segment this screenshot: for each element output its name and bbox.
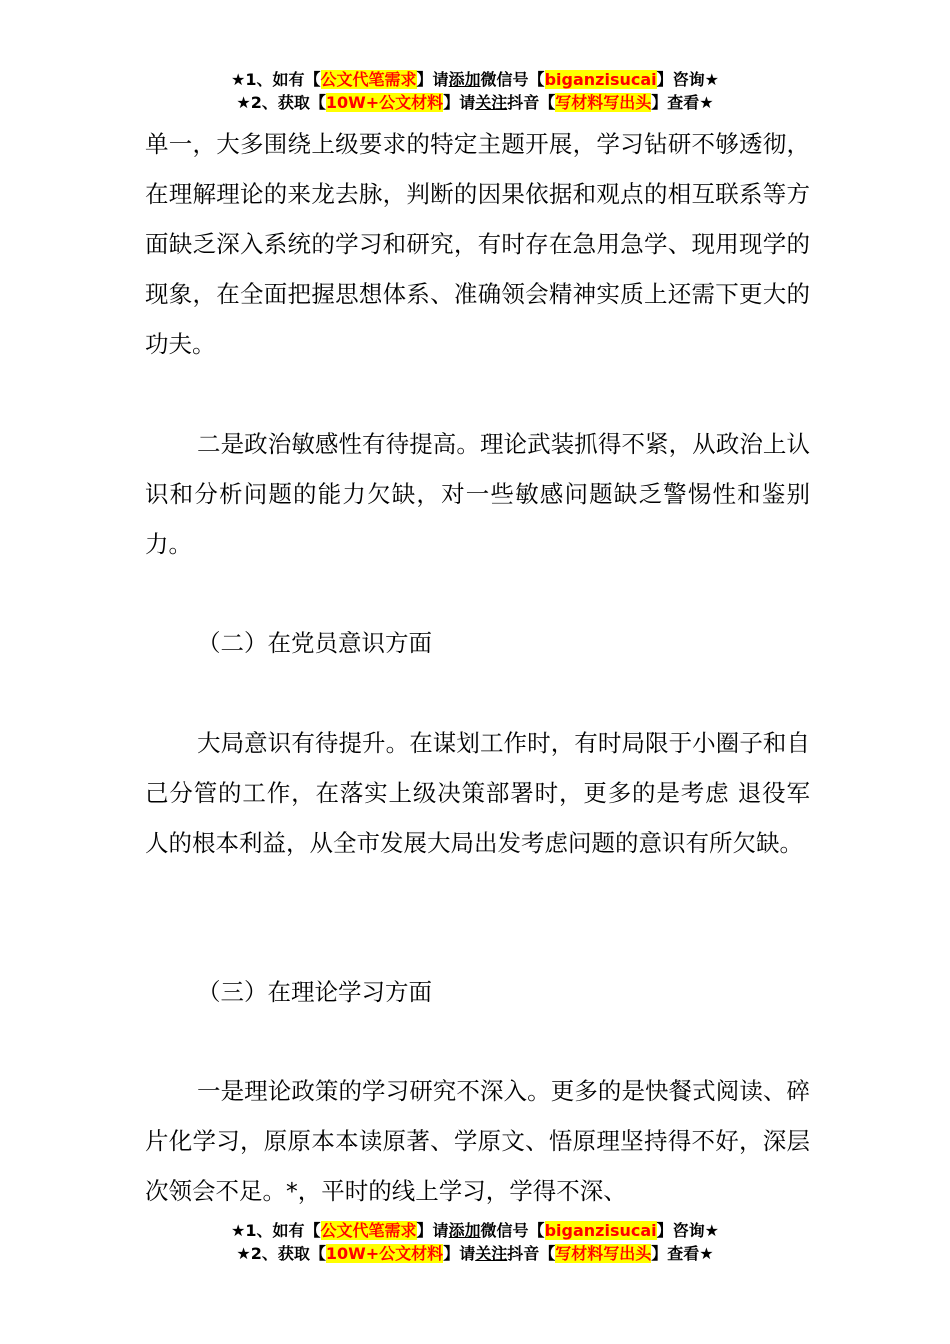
body-paragraph — [145, 718, 810, 868]
highlight-materials: 10W+公文材料 — [325, 1244, 444, 1263]
body-paragraph — [145, 119, 810, 369]
highlight-service: 公文代笔需求 — [320, 1221, 417, 1240]
banner-text: 】请 — [443, 1244, 476, 1263]
text-line: 透彻，在理解理论的来龙去脉，判断的因果依据和观点的 — [145, 130, 811, 208]
text-line: 会精神实质上还需下更大的功夫。 — [145, 280, 811, 358]
banner-text: 微信号【 — [480, 70, 545, 89]
highlight-wechat-id: biganzisucai — [544, 1221, 657, 1240]
banner-text: 抖音【 — [507, 1244, 556, 1263]
banner-underlined-text: 关注 — [475, 1244, 508, 1263]
paragraph-continuation — [145, 119, 810, 369]
banner-line-2 — [0, 1242, 950, 1265]
text-line: 的意识有所欠缺。 — [615, 829, 803, 857]
banner-line-1 — [0, 68, 950, 91]
body-paragraph — [145, 419, 810, 569]
paragraph-overall-awareness — [145, 718, 810, 868]
text-line: 二是政治敏感性有待提高。理论武装抓得不紧，从政 — [197, 430, 740, 458]
banner-line-1 — [0, 1219, 950, 1242]
header-banner — [0, 68, 950, 114]
banner-text: 】请 — [416, 70, 449, 89]
body-paragraph — [145, 1066, 810, 1216]
paragraph-theory-study — [145, 1066, 810, 1216]
banner-text: 】请 — [416, 1221, 449, 1240]
banner-underlined-text: 添加 — [448, 1221, 481, 1240]
banner-underlined-text: 关注 — [475, 93, 508, 112]
highlight-wechat-id: biganzisucai — [544, 70, 657, 89]
banner-text: ★2、获取【 — [236, 93, 326, 112]
text-line: 考虑 退役军人的根本利益，从全市发展大局出发考虑问题 — [145, 779, 810, 857]
banner-text: 】咨询★ — [656, 70, 719, 89]
text-line: 用急学、现用现学的现象，在全面把握思想体系、准确领 — [145, 230, 811, 308]
section-heading: （三）在理论学习方面 — [197, 978, 432, 1006]
banner-text: ★1、如有【 — [231, 1221, 321, 1240]
banner-text: 】查看★ — [651, 1244, 714, 1263]
text-line: 单一，大多围绕上级要求的特定主题开展，学习钻研不够 — [145, 130, 739, 158]
banner-text: ★1、如有【 — [231, 70, 321, 89]
highlight-materials: 10W+公文材料 — [325, 93, 444, 112]
banner-text: 】咨询★ — [656, 1221, 719, 1240]
banner-underlined-text: 添加 — [448, 70, 481, 89]
banner-text: 抖音【 — [507, 93, 556, 112]
banner-text: 微信号【 — [480, 1221, 545, 1240]
section-heading: （二）在党员意识方面 — [197, 629, 432, 657]
section-heading-2 — [145, 618, 810, 668]
text-line: 相互联系等方面缺乏深入系统的学习和研究，有时存在急 — [145, 180, 810, 258]
highlight-douyin-account: 写材料写出头 — [555, 1244, 652, 1263]
text-line: 一是理论政策的学习研究不深入。更多的是快餐式阅 — [197, 1077, 740, 1105]
banner-text: 】查看★ — [651, 93, 714, 112]
text-line: 治上认识和分析问题的能力欠缺，对一些敏感问题缺乏警 — [145, 430, 811, 508]
highlight-douyin-account: 写材料写出头 — [555, 93, 652, 112]
section-heading-3 — [145, 967, 810, 1017]
paragraph-political-sensitivity — [145, 419, 810, 569]
banner-text: ★2、获取【 — [236, 1244, 326, 1263]
footer-banner — [0, 1219, 950, 1265]
text-line: 子和自己分管的工作，在落实上级决策部署时，更多的是 — [145, 729, 811, 807]
text-line: 惕性和鉴别力。 — [145, 480, 811, 558]
highlight-service: 公文代笔需求 — [320, 70, 417, 89]
banner-text: 】请 — [443, 93, 476, 112]
text-line: 大局意识有待提升。在谋划工作时，有时局限于小圈 — [197, 729, 740, 757]
text-line: 得不好，深层次领会不足。*，平时的线上学习，学得不深、 — [145, 1127, 810, 1205]
text-line: 读、碎片化学习，原原本本读原著、学原文、悟原理坚持 — [145, 1077, 811, 1155]
banner-line-2 — [0, 91, 950, 114]
